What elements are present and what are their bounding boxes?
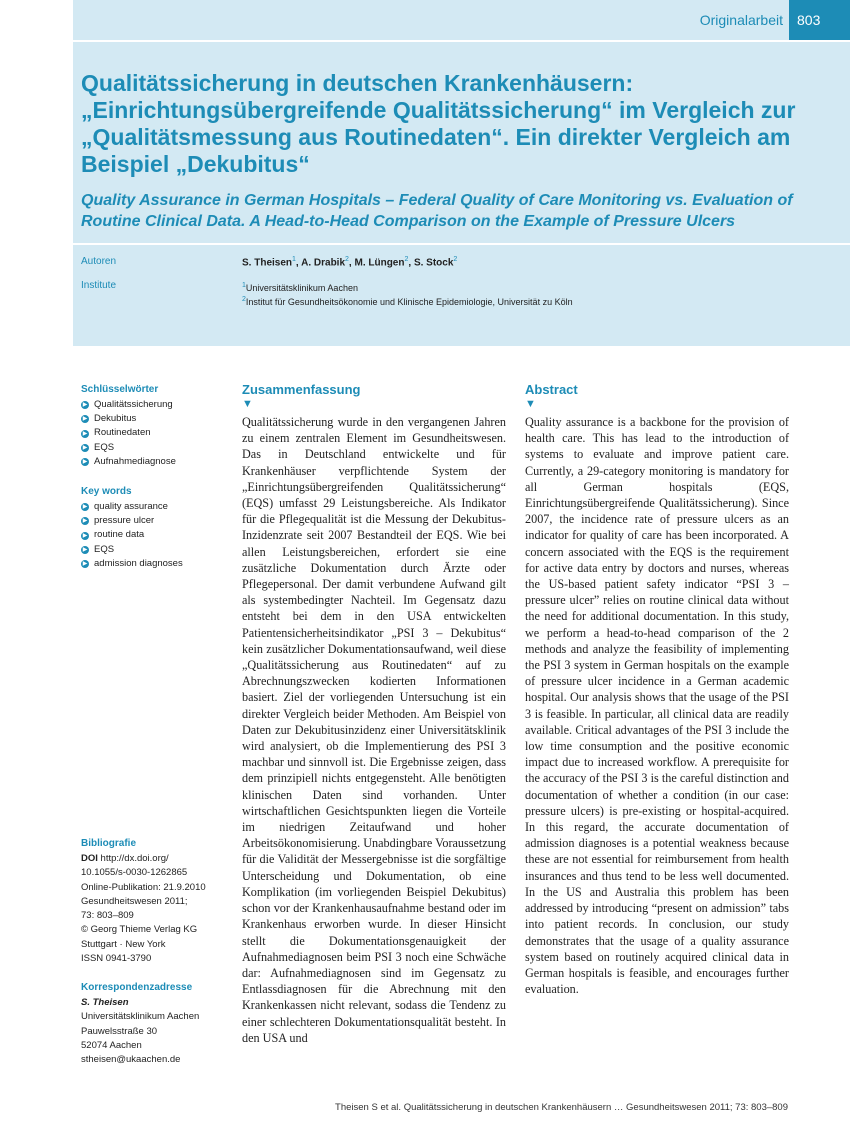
biblio-line: © Georg Thieme Verlag KG: [81, 924, 198, 936]
doi-label: DOI: [81, 853, 98, 864]
keyword-item: [81, 455, 176, 469]
bullet-arrow-icon: ▶: [82, 518, 88, 525]
author-name: S. Stock: [413, 257, 454, 269]
keyword-label: Qualitätssicherung: [94, 399, 173, 410]
keyword-item: [81, 543, 183, 557]
affil-sup: 2: [242, 296, 246, 303]
author-affil-sup: 2: [404, 256, 409, 263]
doi-line: [81, 852, 206, 866]
author-name: A. Drabik: [301, 257, 346, 269]
keyword-item: [81, 412, 176, 426]
page-footer: Theisen S et al. Qualitätssicherung in deutschen Krankenhäusern … Gesundheitswesen 2011; 73: 803–809: [335, 1102, 788, 1113]
author-affil-sup: 1: [292, 256, 296, 263]
doi-url: http://dx.doi.org/: [100, 853, 169, 864]
triangle-down-icon: ▼: [525, 398, 536, 410]
keyword-label: EQS: [94, 543, 115, 555]
bullet-arrow-icon: ▶: [82, 416, 88, 423]
institutes-label: Institute: [81, 280, 117, 291]
contact-line: Universitätsklinikum Aachen: [81, 1011, 200, 1023]
abstract-text: Quality assurance is a backbone for the provision of health care. This has lead to the introduction of systems to evaluate and improve patient care. Currently, a 29-category monitoring is mandatory for all German hospitals (EQS, Einrichtungsübergreifende Qualitätssicherung). Since 2007, the incidence rate of pressure ulcers as an indicator for quality of care has been incorporated. A concern associated with the EQS is the requirement for active data entry by doctors and nurses, whereas the US-based patient safety indicator “PSI 3 – pressure ulcer” relies on routine clinical data without the need for additional documentation. In this study, we perform a head-to-head comparison of the 2 methods and analyze the feasibility of implementing the PSI 3 system in German hospitals on the example of pressure ulcer incidence in a German academic hospital. Our analysis shows that the usage of the PSI 3 is feasible. In particular, all clinical data are readily available. Critical advantages of the PSI 3 include the low time consumption and the positive economic impact due to increased workflow. A prerequisite for the accuracy of the PSI 3 is the careful distinction and documentation of whether a condition (in our case: pressure ulcers) is pre-existing or hospital-acquired. In this regard, the accurate documentation of admission diagnoses is a potential weakness because these are not essential for reimbursement from health insurances and thus tend to be less well documented. In the US and Australia this problem has been addressed by introducing “present on admission” tabs into patient records. In conclusion, our study demonstrates that the usage of a quality assurance system based on routinely acquired clinical data in German hospitals is feasible, and encourages further evaluation.: [525, 415, 789, 997]
author-name: M. Lüngen: [354, 257, 405, 269]
bibliography-title: Bibliografie: [81, 838, 137, 849]
affil-text: Institut für Gesundheitsökonomie und Klinische Epidemiologie, Universität zu Köln: [245, 297, 573, 307]
affiliation: [242, 280, 573, 294]
bullet-arrow-icon: ▶: [82, 458, 88, 465]
keywords-de-list: [81, 398, 176, 469]
author-name: S. Theisen: [242, 257, 293, 269]
keyword-item: [81, 557, 183, 571]
biblio-line: Online-Publikation: 21.9.2010: [81, 881, 206, 893]
keyword-item: [81, 426, 176, 440]
keywords-de-title: Schlüsselwörter: [81, 384, 159, 395]
contact-line: 52074 Aachen: [81, 1039, 142, 1051]
contact-title: Korrespondenzadresse: [81, 982, 193, 993]
affiliation-list: [242, 280, 573, 308]
bullet-arrow-icon: ▶: [82, 444, 88, 451]
keyword-item: [81, 500, 183, 514]
article-title-de: Qualitätssicherung in deutschen Krankenhäusern: „Einrichtungsübergreifende Qualitätssicherung“ im Vergleich zur „Qualitätsmessung aus Routinedaten“. Ein direkter Vergleich am Beispiel „Dekubitus“: [81, 70, 796, 177]
author-affil-sup: 2: [453, 256, 458, 263]
bullet-arrow-icon: ▶: [82, 560, 88, 567]
affiliation: [242, 294, 573, 308]
biblio-line: Gesundheitswesen 2011;: [81, 895, 188, 907]
keywords-en-title: Key words: [81, 486, 132, 497]
keyword-label: Dekubitus: [94, 413, 137, 425]
keyword-item: [81, 514, 183, 528]
keyword-label: Aufnahmediagnose: [94, 455, 176, 467]
keyword-label: admission diagnoses: [94, 557, 183, 569]
bullet-arrow-icon: ▶: [82, 402, 88, 409]
keyword-label: quality assurance: [94, 501, 168, 512]
biblio-line: ISSN 0941-3790: [81, 953, 152, 965]
keyword-label: pressure ulcer: [94, 515, 155, 527]
summary-heading: Zusammenfassung: [242, 382, 361, 397]
header-divider: [73, 40, 850, 42]
keyword-label: Routinedaten: [94, 427, 151, 439]
summary-text: Qualitätssicherung wurde in den vergangenen Jahren zu einem zentralen Element im Gesundheitswesen. Das in Deutschland entwickelte und für Krankenhäuser verpflichtende System der „Einrichtungsübergreifenden Qualitätssicherung“ (EQS) umfasst 29 Leistungsbereiche. Als Indikator für die Pflegequalität ist die Messung der Dekubitus-Inzidenzrate seit 2007 Bestandteil der EQS. Wie bei allen Leistungsbereichen, erfordert sie eine zusätzliche Dokumentation durch Ärzte oder Pflegepersonal. Der damit verbundene Aufwand gilt als systembedingter Nachteil. Im Gegensatz dazu entsteht bei dem in den USA entwickelten Patientensicherheitsindikator „PSI 3 – Dekubitus“ kein zusätzlicher Dokumentationsaufwand, weil diese „Qualitätssicherung aus Routinedaten“ auf zu Abrechnungszwecken kodierten Informationen basiert. Ziel der vorliegenden Untersuchung ist ein direkter Vergleich beider Methoden. Am Beispiel von Daten zur Dekubitusinzidenz einer Universitätsklinik wird analysiert, ob die Implementierung des PSI 3 machbar und sinnvoll ist. Die Ergebnisse zeigen, dass dem prinzipiell nichts entgegensteht. Alle benötigten klinischen Daten sind vorhanden. Unter wirtschaftlichen Gesichtspunkten liegen die Vorteile im niedrigen Zeitaufwand und hoher Arbeitsökonomisierung. Unabdingbare Voraussetzung für die Validität der Messergebnisse ist die sorgfältige Unterscheidung und Dokumentation, ob eine Komplikation (im vorliegenden Beispiel Dekubitus) schon vor der Krankenhausaufnahme bestand oder im Krankenhaus erworben wurde. In dieser Hinsicht stellt die Dokumentationsgenauigkeit der Aufnahmediagnosen beim PSI 3 noch eine Schwäche dar: Aufnahmediagnosen sind im Gegensatz zu Entlassdiagnosen für die Abrechnung mit den Krankenkassen nicht relevant, sodass die Tendenz zu einer schlechteren Dokumentationsqualität besteht. In den USA und: [242, 415, 506, 1045]
article-title-en: Quality Assurance in German Hospitals – Federal Quality of Care Monitoring vs. Evaluation of Routine Clinical Data. A Head-to-Head Comparison on the Example of Pressure Ulcers: [81, 192, 793, 230]
triangle-down-icon: ▼: [242, 398, 253, 410]
affil-text: Universitätsklinikum Aachen: [245, 283, 358, 293]
section-label: Originalarbeit: [699, 12, 783, 28]
biblio-line: 73: 803–809: [81, 910, 134, 922]
bullet-arrow-icon: ▶: [82, 430, 88, 437]
keyword-item: [81, 528, 183, 542]
author-affil-sup: 2: [345, 256, 349, 263]
bullet-arrow-icon: ▶: [82, 504, 88, 511]
contact-name: S. Theisen: [81, 997, 129, 1008]
header-divider: [73, 243, 850, 245]
biblio-line: 10.1055/s-0030-1262865: [81, 867, 188, 879]
authors-label: Autoren: [81, 256, 117, 267]
page-number: 803: [789, 0, 850, 40]
keyword-item: [81, 441, 176, 455]
affil-sup: 1: [242, 282, 246, 289]
abstract-heading: Abstract: [525, 382, 578, 397]
keyword-item: [81, 398, 176, 412]
keyword-label: routine data: [94, 529, 145, 541]
contact-email: stheisen@ukaachen.de: [81, 1054, 181, 1066]
keywords-en-list: [81, 500, 183, 571]
bullet-arrow-icon: ▶: [82, 532, 88, 539]
contact-block: [81, 996, 199, 1067]
contact-line: Pauwelsstraße 30: [81, 1025, 158, 1037]
bibliography-block: [81, 852, 206, 966]
keyword-label: EQS: [94, 441, 115, 453]
biblio-line: Stuttgart · New York: [81, 938, 166, 950]
author-list: S. Theisen$^1$, A. Drabik$^2$, M. Lüngen$^2$, S. Stock$^2$: [242, 256, 458, 269]
bullet-arrow-icon: ▶: [82, 546, 88, 553]
